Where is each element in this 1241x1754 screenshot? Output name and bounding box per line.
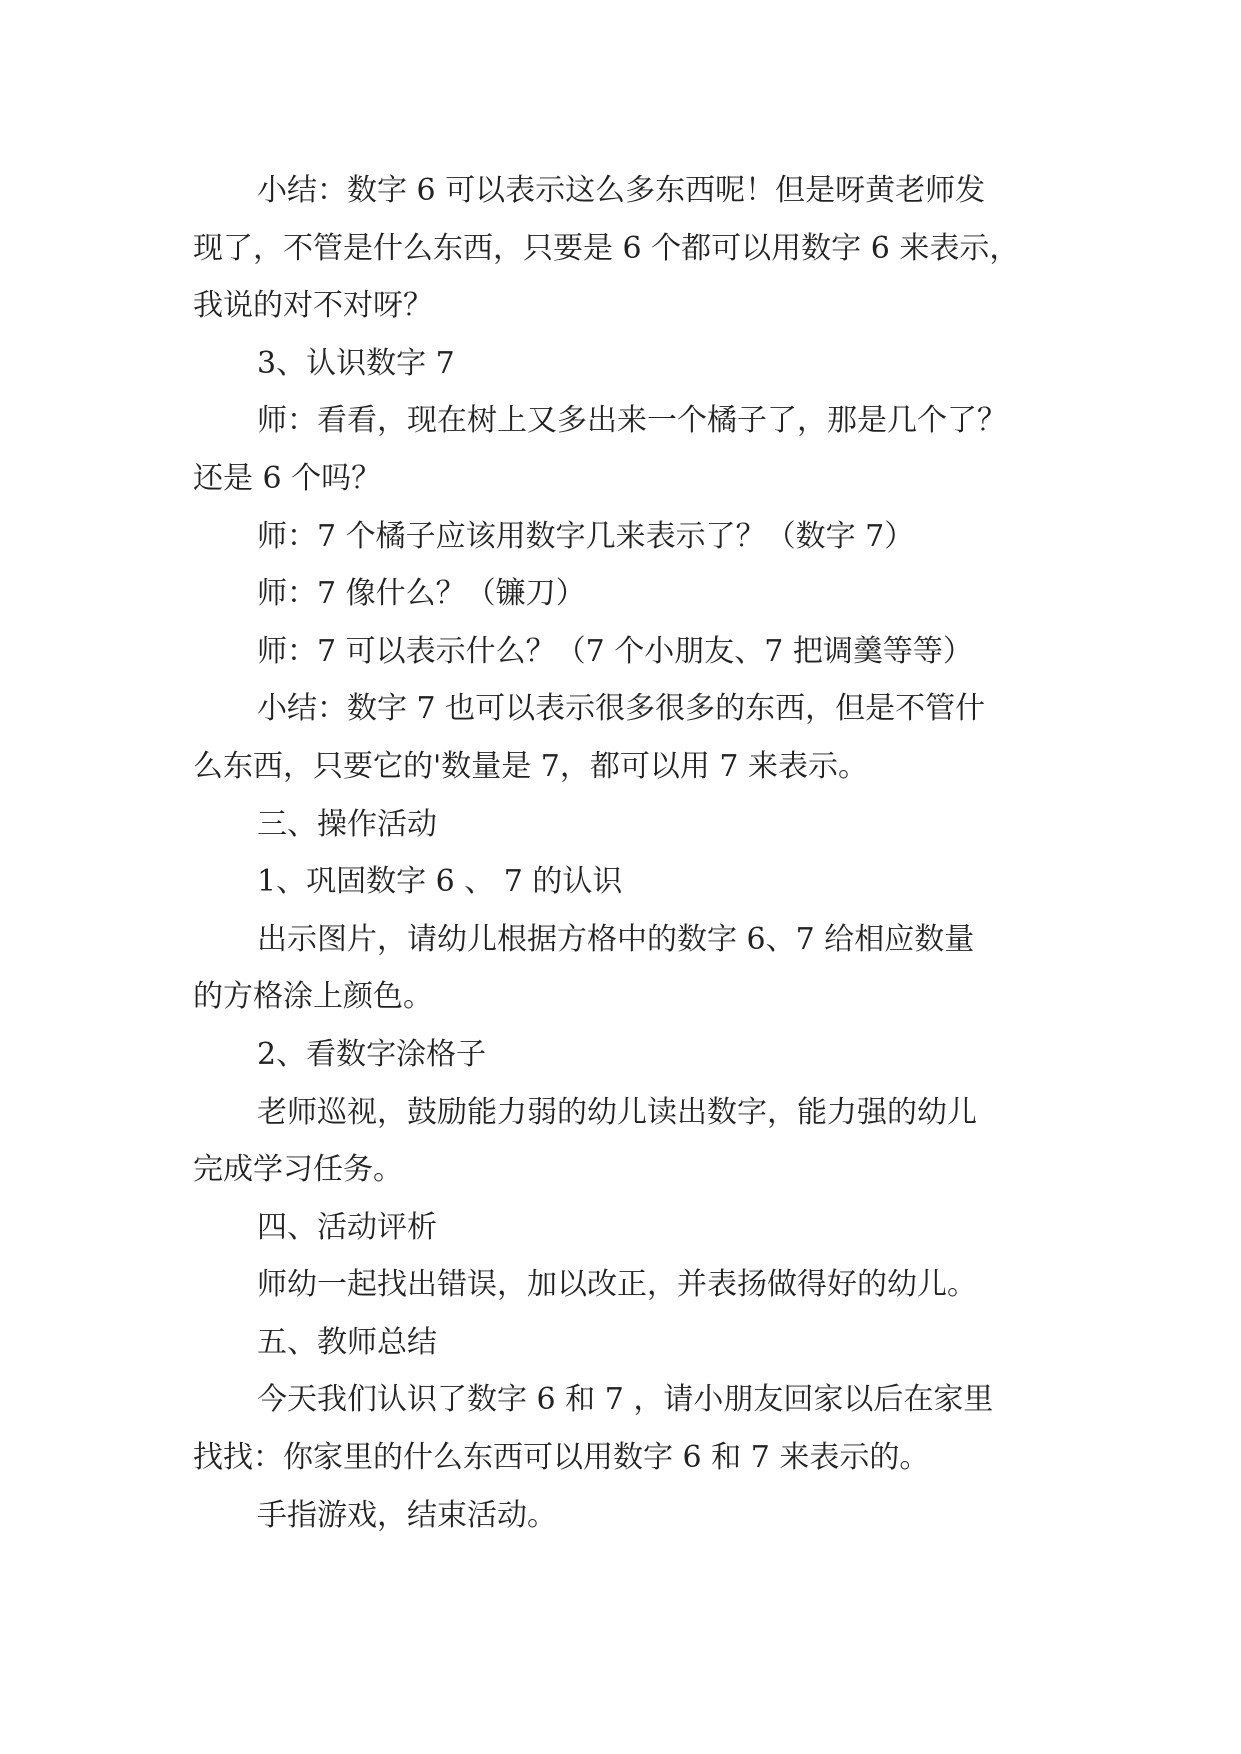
paragraph xyxy=(193,1084,1053,1199)
text-line: 现了，不管是什么东西，只要是 6 个都可以用数字 6 来表示， xyxy=(193,230,1020,266)
paragraph xyxy=(193,1256,1053,1314)
paragraph xyxy=(193,1487,1053,1545)
text-line: 师：7 个橘子应该用数字几来表示了？（数字 7） xyxy=(257,518,915,554)
text-line: 小结：数字 6 可以表示这么多东西呢！但是呀黄老师发 xyxy=(257,173,986,208)
section-heading xyxy=(193,1314,1053,1372)
text-line: 找找：你家里的什么东西可以用数字 6 和 7 来表示的。 xyxy=(193,1440,930,1476)
text-line: 手指游戏，结束活动。 xyxy=(257,1497,557,1533)
text-line: 四、活动评析 xyxy=(257,1209,437,1245)
document-body xyxy=(193,162,1053,1544)
text-line: 小结：数字 7 也可以表示很多很多的东西，但是不管什 xyxy=(257,691,986,727)
paragraph xyxy=(193,508,1053,566)
section-heading xyxy=(193,853,1053,911)
section-heading xyxy=(193,335,1053,393)
section-heading xyxy=(193,796,1053,854)
text-line: 的方格涂上颜色。 xyxy=(193,979,433,1015)
text-line: 五、教师总结 xyxy=(257,1324,437,1360)
section-heading xyxy=(193,1199,1053,1257)
paragraph xyxy=(193,680,1053,795)
text-line: 我说的对不对呀？ xyxy=(193,288,433,324)
text-line: 么东西，只要它的'数量是 7，都可以用 7 来表示。 xyxy=(193,748,869,784)
paragraph xyxy=(193,1371,1053,1486)
text-line: 师：看看，现在树上又多出来一个橘子了，那是几个了？ xyxy=(257,403,1007,439)
text-line: 今天我们认识了数字 6 和 7 ，请小朋友回家以后在家里 xyxy=(257,1382,994,1418)
text-line: 还是 6 个吗？ xyxy=(193,460,382,496)
paragraph xyxy=(193,565,1053,623)
text-line: 老师巡视，鼓励能力弱的幼儿读出数字，能力强的幼儿 xyxy=(257,1094,977,1130)
text-line: 三、操作活动 xyxy=(257,806,437,842)
text-line: 1、巩固数字 6 、 7 的认识 xyxy=(257,864,623,900)
paragraph xyxy=(193,911,1053,1026)
text-line: 师：7 像什么？（镰刀） xyxy=(257,576,586,612)
paragraph xyxy=(193,162,1053,335)
paragraph xyxy=(193,392,1053,507)
section-heading xyxy=(193,1026,1053,1084)
text-line: 完成学习任务。 xyxy=(193,1152,403,1188)
text-line: 3、认识数字 7 xyxy=(257,345,455,381)
text-line: 师：7 可以表示什么？（7 个小朋友、7 把调羹等等） xyxy=(257,633,973,669)
paragraph xyxy=(193,623,1053,681)
text-line: 师幼一起找出错误，加以改正，并表扬做得好的幼儿。 xyxy=(257,1267,977,1303)
text-line: 2、看数字涂格子 xyxy=(257,1036,487,1072)
text-line: 出示图片，请幼儿根据方格中的数字 6、7 给相应数量 xyxy=(257,921,975,957)
